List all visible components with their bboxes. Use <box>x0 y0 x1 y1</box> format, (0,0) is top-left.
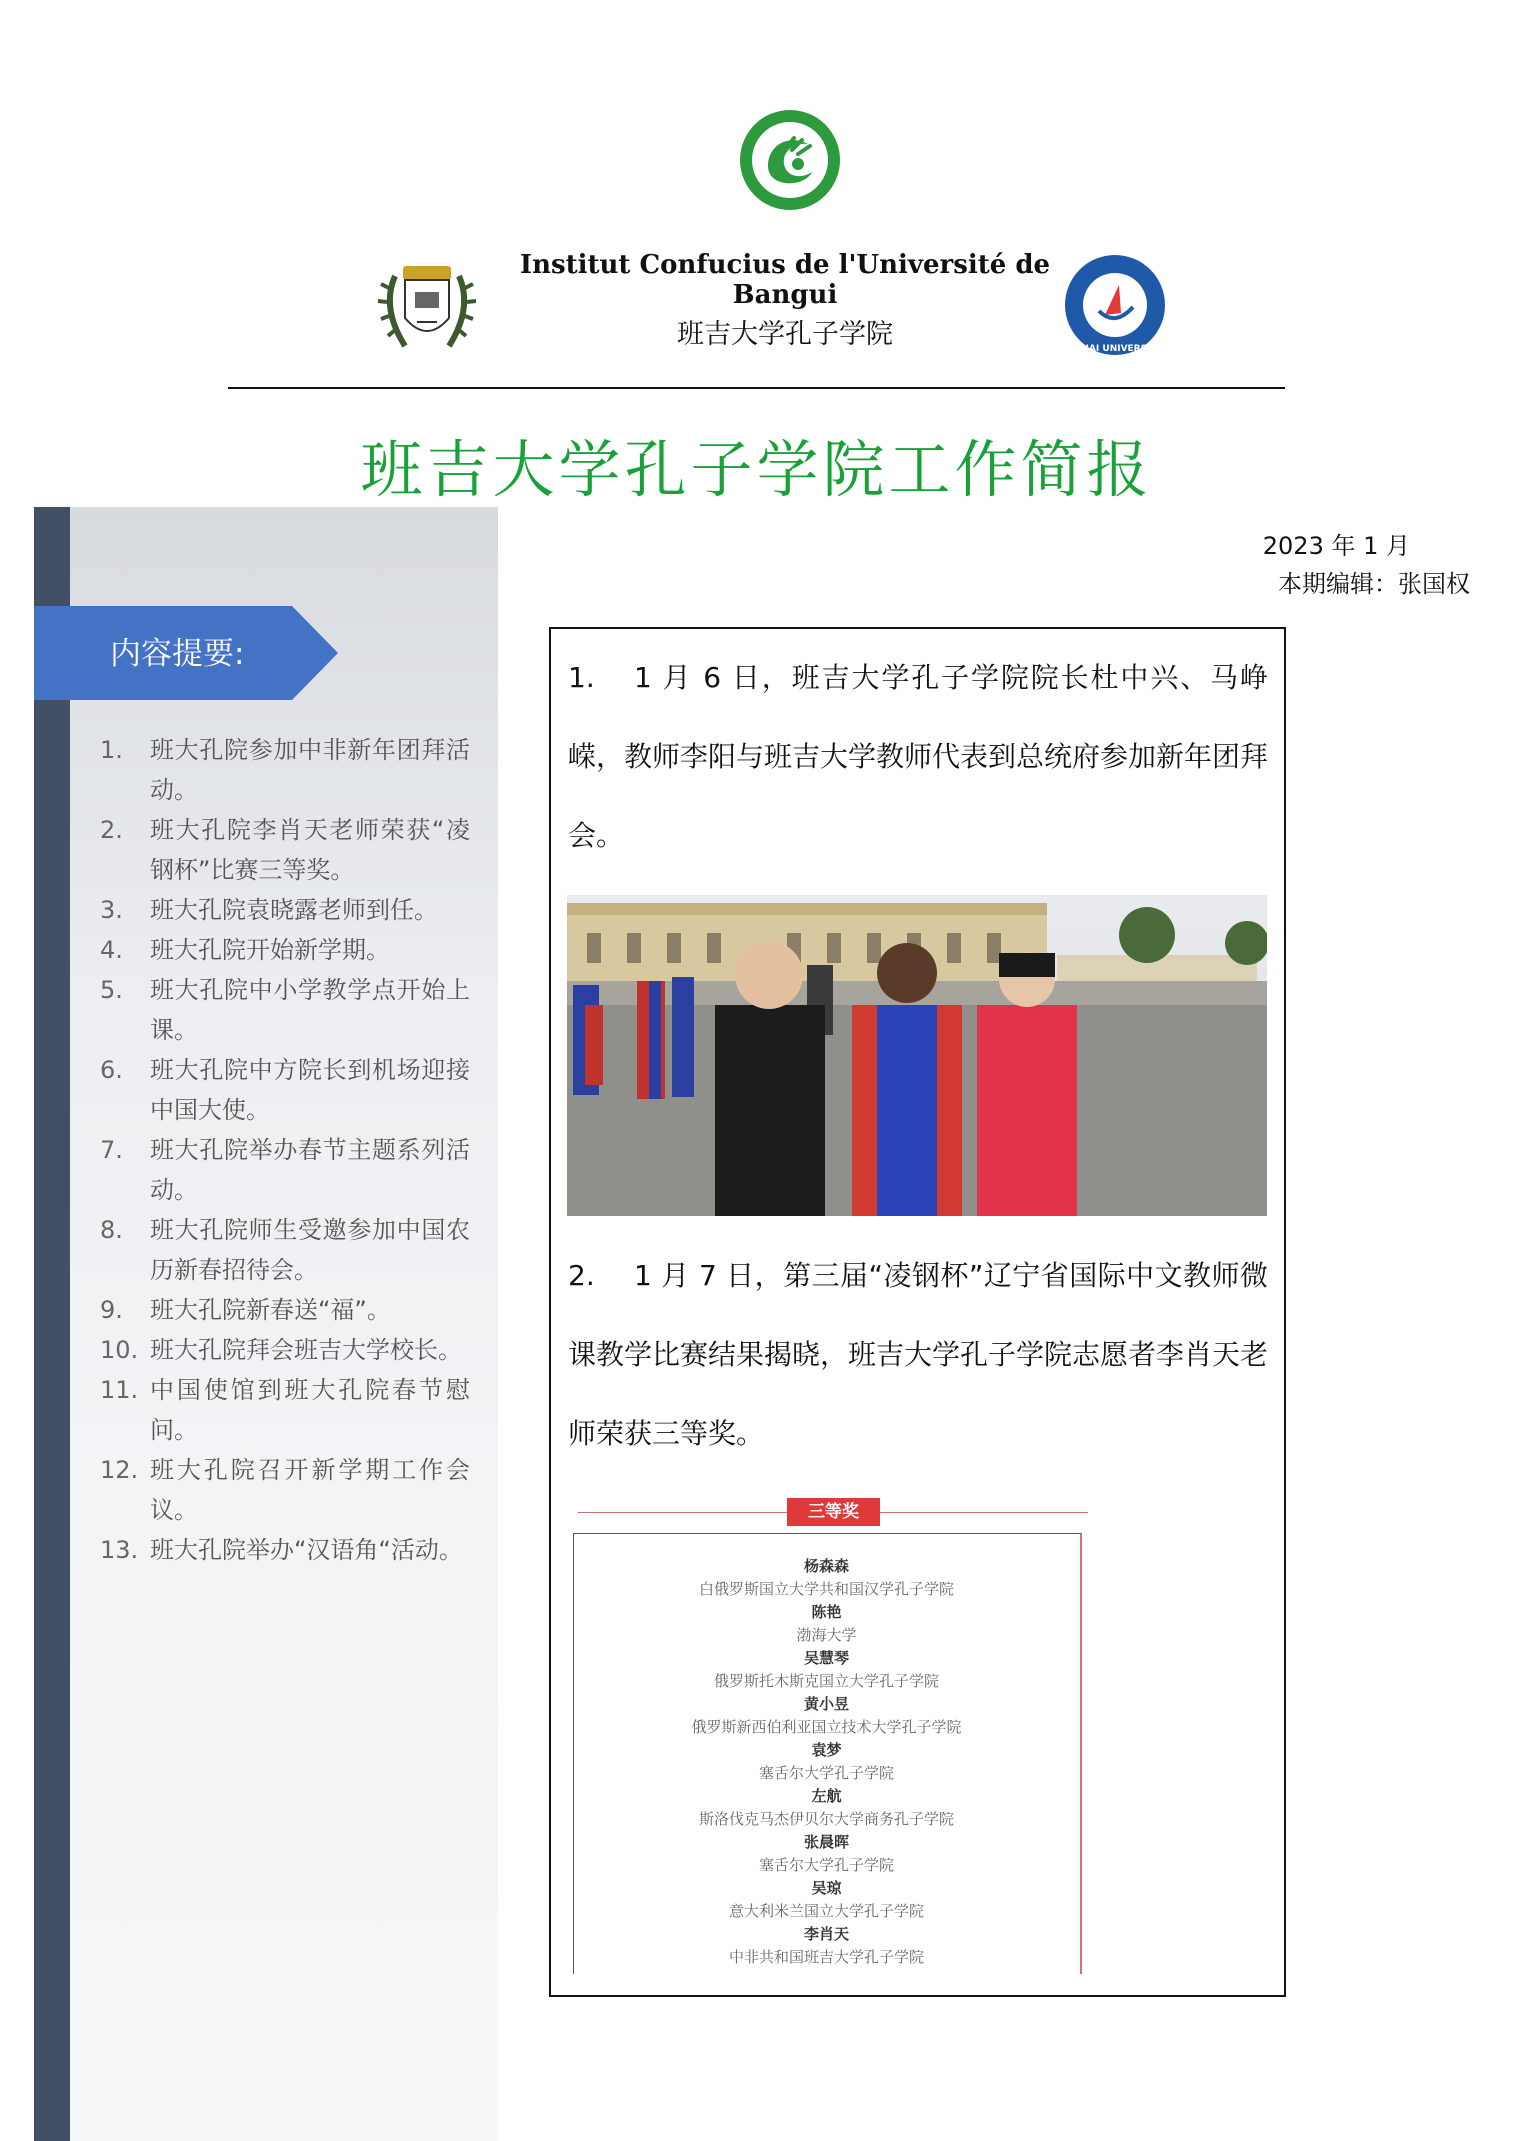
toc-heading: 内容提要: <box>110 636 245 672</box>
page-title: 班吉大学孔子学院工作简报 <box>360 433 1153 506</box>
header-rule <box>228 387 1285 389</box>
award-winner: 吴慧琴 俄罗斯托木斯克国立大学孔子学院 <box>713 1649 939 1690</box>
sidebar-accent-bar <box>34 507 70 2141</box>
university-of-bangui-crest <box>375 258 479 358</box>
news-item: 2. 1 月 7 日，第三届“凌钢杯”辽宁省国际中文教师微课教学比赛结果揭晓，班吉大学孔子学院志愿者李肖天老师荣获三等奖。 <box>568 1259 1269 1450</box>
toc-item: 9. 班大孔院新春送“福”。 <box>100 1296 391 1324</box>
toc-item: 7. 班大孔院举办春节主题系列活动。 <box>100 1136 470 1204</box>
award-winner: 杨森森 白俄罗斯国立大学共和国汉学孔子学院 <box>698 1557 954 1598</box>
toc-item: 12. 班大孔院召开新学期工作会议。 <box>100 1456 470 1524</box>
award-winner: 陈艳 渤海大学 <box>796 1603 857 1644</box>
toc-item: 3. 班大孔院袁晓露老师到任。 <box>100 896 438 924</box>
institute-name-zh: 班吉大学孔子学院 <box>677 319 893 350</box>
toc-item: 6. 班大孔院中方院长到机场迎接中国大使。 <box>100 1056 470 1124</box>
award-winner: 吴琼 意大利米兰国立大学孔子学院 <box>728 1879 924 1920</box>
toc-item: 13. 班大孔院举办“汉语角“活动。 <box>100 1536 463 1564</box>
institute-name-fr: Institut Confucius de l'Université de Bangui <box>519 250 1051 310</box>
toc-item: 8. 班大孔院师生受邀参加中国农历新春招待会。 <box>100 1216 470 1284</box>
toc-item: 4. 班大孔院开始新学期。 <box>100 936 390 964</box>
bohai-logo-text: BOHAI UNIVERSITY <box>1066 344 1164 354</box>
award-winner: 黄小昱 俄罗斯新西伯利亚国立技术大学孔子学院 <box>691 1695 962 1736</box>
toc-item: 5. 班大孔院中小学教学点开始上课。 <box>100 976 470 1044</box>
news-photo-new-year-reception <box>567 895 1267 1216</box>
toc-item: 11. 中国使馆到班大孔院春节慰问。 <box>100 1376 470 1444</box>
toc-item: 1. 班大孔院参加中非新年团拜活动。 <box>100 736 470 804</box>
award-winner-list <box>574 1555 1079 1969</box>
award-winner: 张晨晖 塞舌尔大学孔子学院 <box>758 1833 894 1874</box>
award-rule-right <box>880 1512 1088 1513</box>
award-badge: 三等奖 <box>787 1498 880 1526</box>
award-rule-left <box>578 1512 788 1513</box>
award-winner: 李肖天 中非共和国班吉大学孔子学院 <box>728 1925 924 1966</box>
issue-editor: 本期编辑：张国权 <box>1278 570 1470 598</box>
news-item: 1. 1 月 6 日，班吉大学孔子学院院长杜中兴、马峥嵘，教师李阳与班吉大学教师代表到总统府参加新年团拜会。 <box>568 661 1269 852</box>
bohai-university-logo <box>1063 253 1167 357</box>
issue-date: 2023 年 1 月 <box>1262 532 1410 560</box>
toc-item: 10. 班大孔院拜会班吉大学校长。 <box>100 1336 462 1364</box>
award-winner: 左航 斯洛伐克马杰伊贝尔大学商务孔子学院 <box>698 1787 954 1828</box>
toc-list <box>100 730 470 1570</box>
toc-item: 2. 班大孔院李肖天老师荣获“凌钢杯”比赛三等奖。 <box>100 816 470 884</box>
award-winner: 袁梦 塞舌尔大学孔子学院 <box>758 1741 894 1782</box>
confucius-institute-logo <box>738 108 842 212</box>
